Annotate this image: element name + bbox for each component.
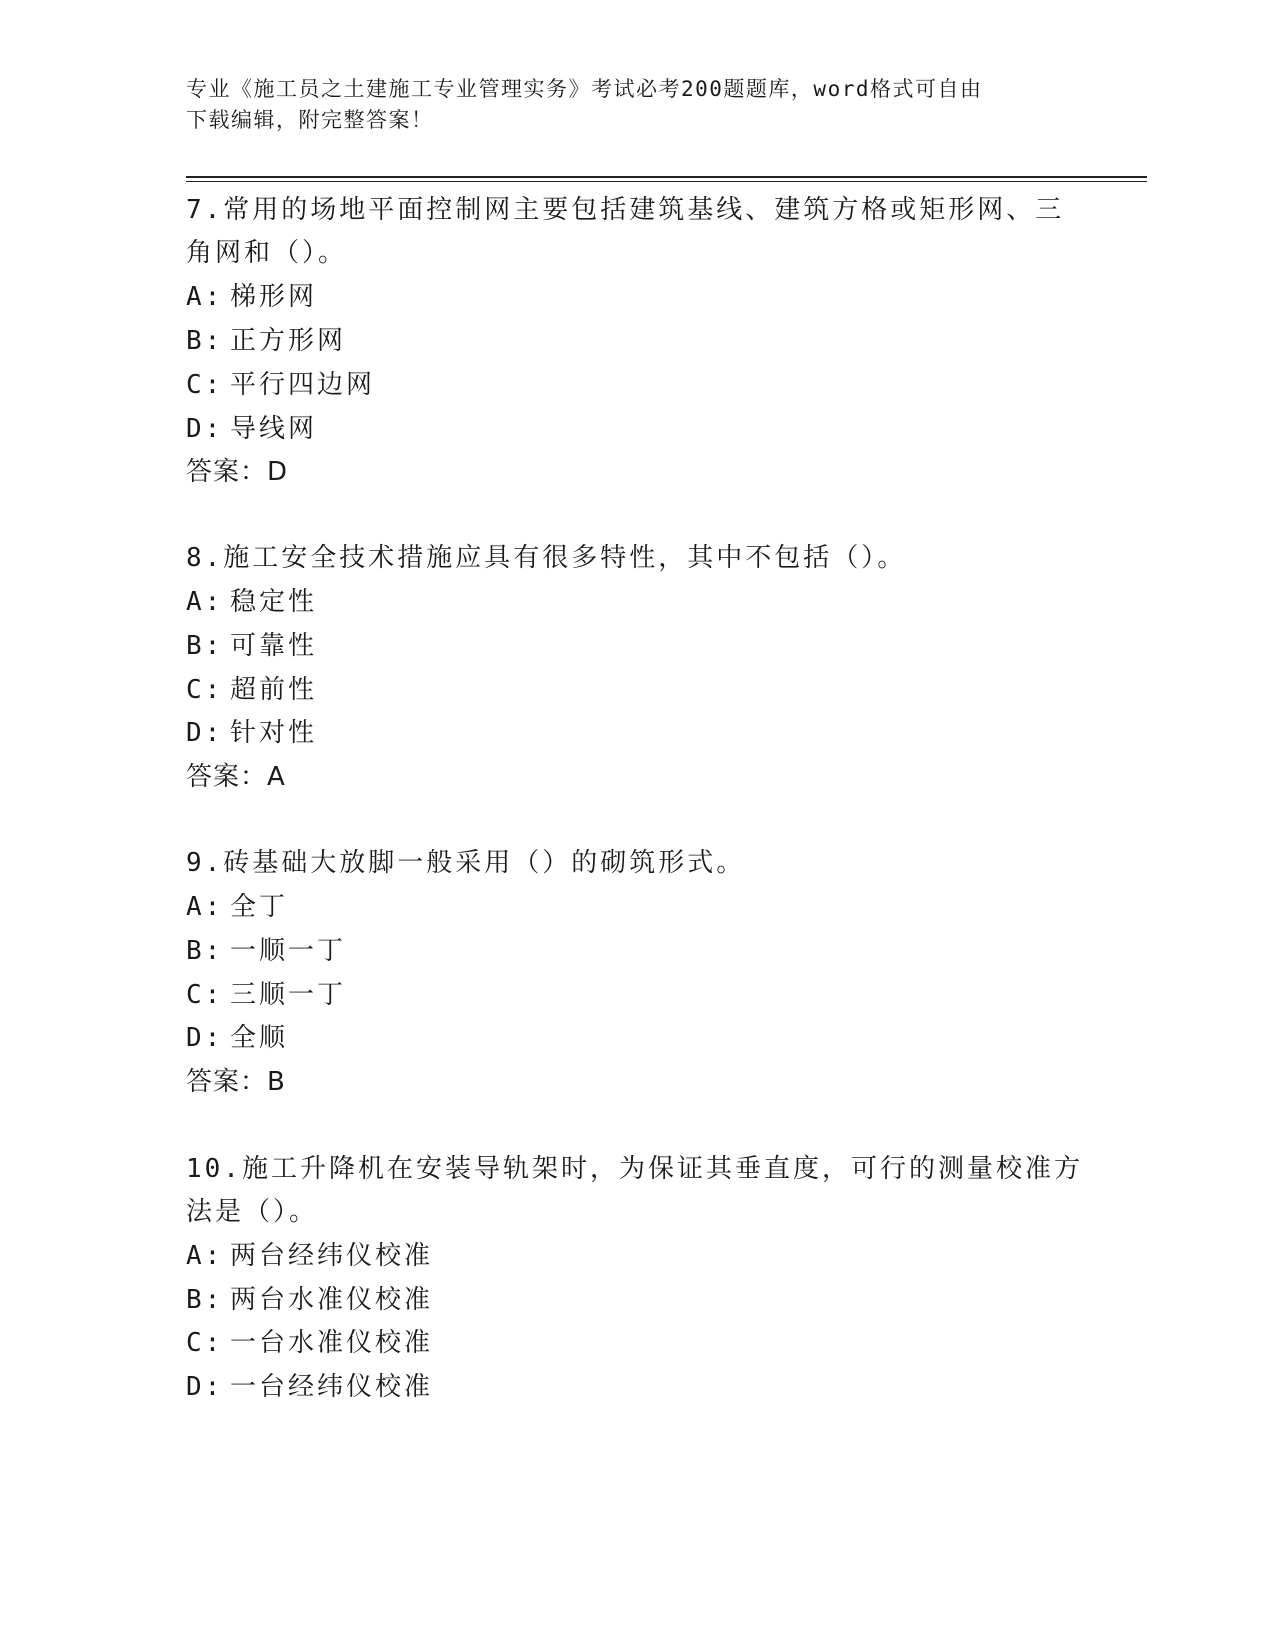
option-letter: B: (186, 936, 224, 966)
document-header (186, 74, 1066, 136)
option-text: 梯形网 (230, 282, 318, 312)
header-line-1: 专业《施工员之土建施工专业管理实务》考试必考200题题库，word格式可自由 (186, 77, 983, 101)
option-text: 超前性 (230, 675, 318, 705)
option-text: 全丁 (230, 892, 289, 922)
option-text: 一台水准仪校准 (230, 1328, 434, 1358)
option-letter: A: (186, 587, 224, 617)
option-letter: D: (186, 1372, 224, 1402)
option-text: 三顺一丁 (230, 980, 347, 1010)
question-7-answer: 答案：D (186, 457, 289, 487)
question-8-option-b (186, 629, 317, 663)
option-text: 平行四边网 (230, 370, 376, 400)
option-text: 一顺一丁 (230, 936, 347, 966)
question-9-option-c (186, 978, 346, 1012)
question-8-stem-line-1: 8.施工安全技术措施应具有很多特性，其中不包括（）。 (186, 543, 907, 573)
question-7-option-b (186, 324, 346, 358)
question-7-option-c (186, 368, 375, 402)
question-9-option-a (186, 890, 288, 924)
option-text: 全顺 (230, 1023, 289, 1053)
option-text: 导线网 (230, 414, 318, 444)
option-letter: C: (186, 980, 224, 1010)
option-text: 针对性 (230, 718, 318, 748)
question-10-option-a (186, 1239, 433, 1273)
question-10-stem-line-1: 10.施工升降机在安装导轨架时，为保证其垂直度，可行的测量校准方 (186, 1154, 1083, 1184)
question-7-option-a (186, 280, 317, 314)
option-letter: B: (186, 631, 224, 661)
header-divider-thin (186, 181, 1147, 182)
option-letter: D: (186, 1023, 224, 1053)
header-line-2: 下载编辑，附完整答案！ (186, 108, 434, 132)
option-text: 正方形网 (230, 326, 347, 356)
option-letter: C: (186, 370, 224, 400)
question-9-option-d (186, 1021, 288, 1055)
question-8-answer: 答案：A (186, 762, 286, 792)
question-7-stem-line-1: 7.常用的场地平面控制网主要包括建筑基线、建筑方格或矩形网、三 (186, 195, 1065, 225)
question-10-option-b (186, 1283, 433, 1317)
question-9-answer: 答案：B (186, 1067, 286, 1097)
option-text: 稳定性 (230, 587, 318, 617)
option-text: 一台经纬仪校准 (230, 1372, 434, 1402)
option-text: 可靠性 (230, 631, 318, 661)
header-divider-thick (186, 176, 1147, 178)
question-8-option-c (186, 673, 317, 707)
option-text: 两台经纬仪校准 (230, 1241, 434, 1271)
question-10-stem-line-2: 法是（）。 (186, 1197, 319, 1227)
question-9-option-b (186, 934, 346, 968)
question-9-stem-line-1: 9.砖基础大放脚一般采用（）的砌筑形式。 (186, 848, 746, 878)
question-10-option-d (186, 1370, 433, 1404)
option-letter: D: (186, 414, 224, 444)
option-text: 两台水准仪校准 (230, 1285, 434, 1315)
question-7-stem-line-2: 角网和（）。 (186, 238, 348, 268)
option-letter: B: (186, 1285, 224, 1315)
option-letter: C: (186, 675, 224, 705)
question-10-option-c (186, 1326, 433, 1360)
option-letter: D: (186, 718, 224, 748)
option-letter: A: (186, 282, 224, 312)
question-7-option-d (186, 412, 317, 446)
option-letter: A: (186, 892, 224, 922)
option-letter: C: (186, 1328, 224, 1358)
question-8-option-d (186, 716, 317, 750)
option-letter: A: (186, 1241, 224, 1271)
question-8-option-a (186, 585, 317, 619)
option-letter: B: (186, 326, 224, 356)
